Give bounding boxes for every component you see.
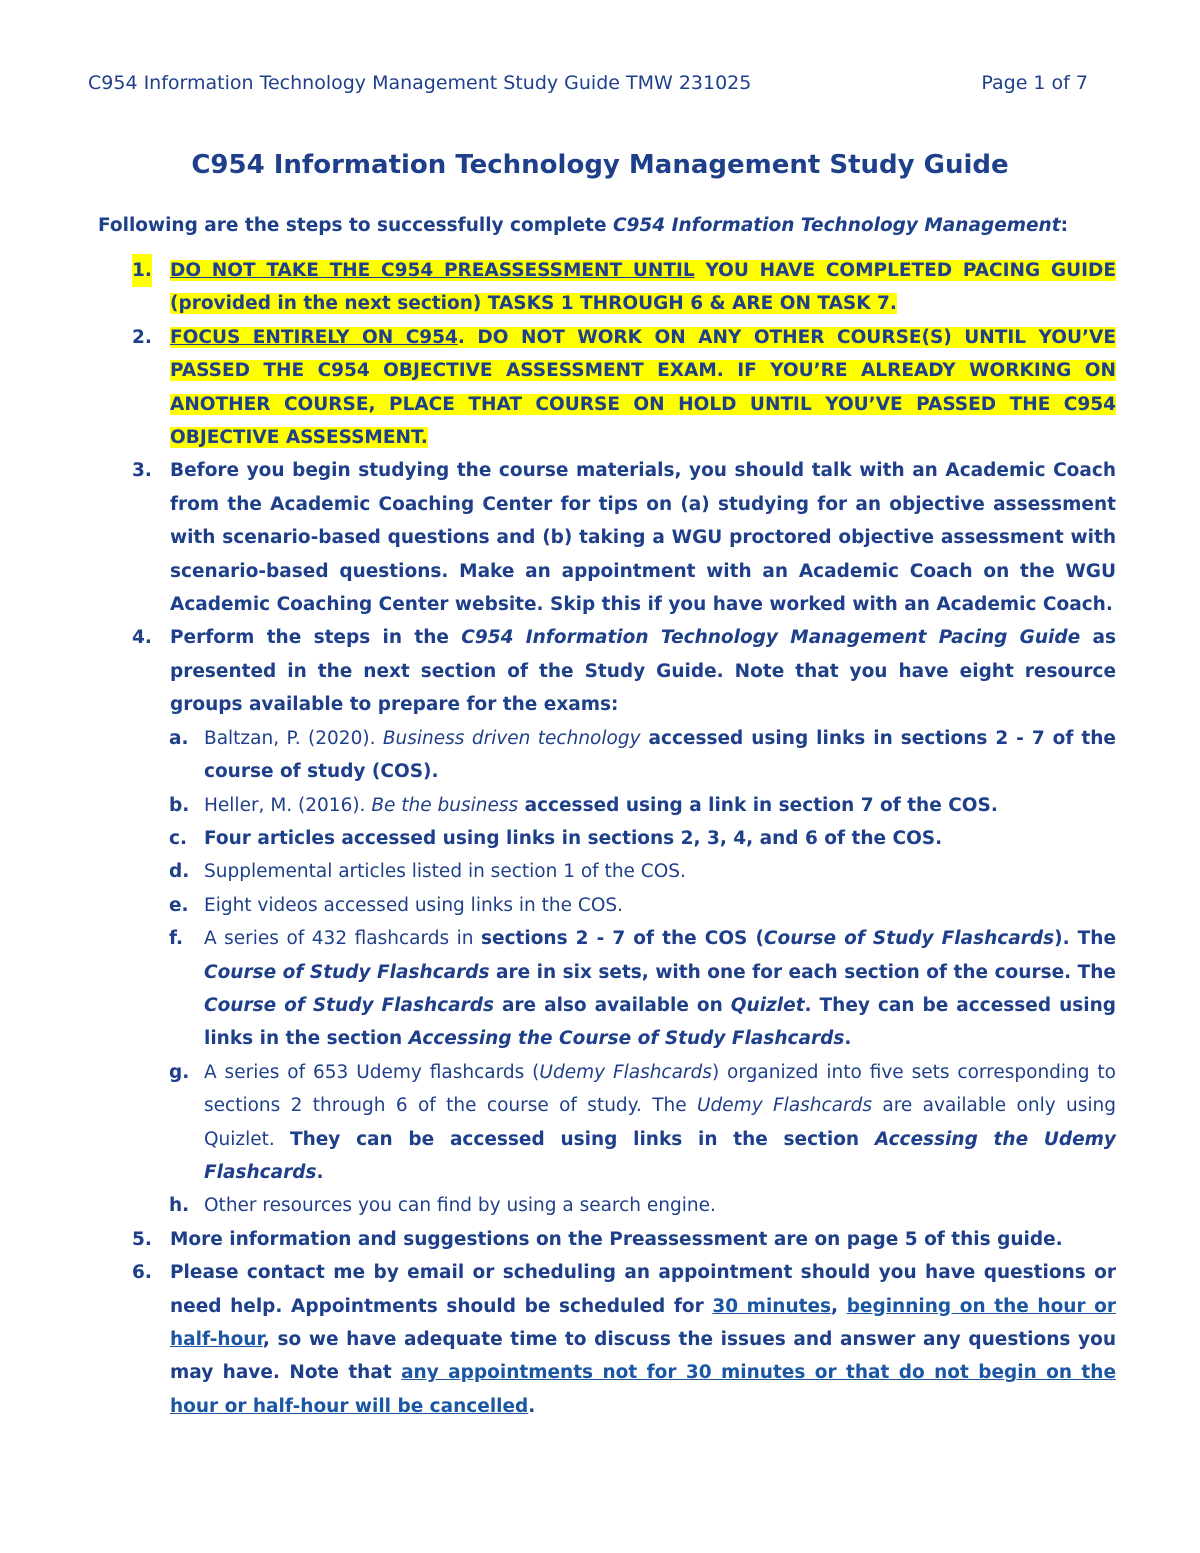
intro-paragraph [98, 215, 1068, 236]
resource-item-c: c. Four articles accessed using links in sections 2, 3, 4, and 6 of the COS. [169, 822, 1116, 855]
step-2 [0, 321, 1116, 455]
resource-item-e: e. Eight videos accessed using links in the COS. [169, 889, 1116, 922]
step-2-focus-text: . DO NOT WORK ON ANY OTHER COURSE(S) UNTIL YOU’VE PASSED THE C954 OBJECTIVE ASSESSMENT EXAM. IF YOU’RE ALREADY WORKING ON ANOTHER COURSE, PLACE THAT COURSE ON HOLD UNTIL YOU’VE PASSED THE C954 OBJECTIVE ASSESSMENT. [170, 326, 1116, 449]
step-3-text: Before you begin studying the course materials, you should talk with an Academic Coach from the Academic Coaching Center for tips on (a) studying for an objective assessment with scenario-based questions and (b) taking a WGU proctored objective assessment with scenario-based questions. Make an appointment with an Academic Coach on the WGU Academic Coaching Center website. Skip this if you have worked with an Academic Coach. [170, 460, 1116, 616]
step-4-text: Perform the steps in the [170, 627, 462, 649]
step-1-warning-text: YOU HAVE COMPLETED PACING GUIDE (provided in the next section) TASKS 1 THROUGH 6 & ARE ON TASK 7. [170, 260, 1116, 315]
step-number: 3. [132, 460, 152, 482]
appointment-start-emphasis: beginning on the hour or half-hour [170, 1295, 1117, 1350]
item-letter: b. [169, 794, 190, 816]
appointment-duration-emphasis: 30 minutes [712, 1295, 832, 1317]
step-number: 2. [132, 326, 152, 348]
running-header [88, 72, 1088, 94]
resource-item-d: d. Supplemental articles listed in section 1 of the COS. [169, 855, 1116, 888]
step-4-pacing-guide-title: C954 Information Technology Management Pacing Guide [461, 627, 1081, 649]
step-number: 4. [132, 627, 152, 649]
step-4 [0, 621, 1116, 1222]
step-2-focus-underlined: FOCUS ENTIRELY ON C954 [170, 326, 458, 348]
header-page-number: Page 1 of 7 [981, 72, 1088, 94]
header-document-title: C954 Information Technology Management Study Guide TMW 231025 [88, 72, 752, 94]
item-letter: f. [169, 928, 184, 950]
resource-item-h: h. Other resources you can find by using a search engine. [169, 1189, 1116, 1222]
item-letter: g. [169, 1061, 190, 1083]
section-reference: Accessing the Udemy Flashcards [204, 1128, 1116, 1183]
item-letter: d. [169, 861, 190, 883]
resource-groups-list [170, 722, 1116, 1223]
step-1 [0, 254, 1116, 321]
step-3 [0, 454, 1116, 621]
step-number: 6. [132, 1262, 152, 1284]
item-letter: e. [169, 894, 189, 916]
item-letter: c. [169, 827, 187, 849]
step-6: 6. Please contact me by email or scheduling an appointment should you have questions or need help. Appointments should be scheduled for 30 minutes, beginning on the hour or half-hour, so we have adequate time to discuss the issues and answer any questions you may have. Note that any appointments not for 30 minutes or that do not begin on the hour or half-hour will be cancelled. [0, 1256, 1116, 1423]
intro-course-name: C954 Information Technology Management [612, 215, 1061, 236]
intro-text: Following are the steps to successfully complete [98, 215, 613, 236]
book-title: Be the business [371, 794, 519, 816]
step-5 [0, 1223, 1116, 1256]
step-5-text: More information and suggestions on the Preassessment are on page 5 of this guide. [170, 1228, 1063, 1250]
section-reference: Accessing the Course of Study Flashcards [408, 1028, 845, 1050]
resource-item-f: f. A series of 432 flashcards in sections 2 - 7 of the COS (Course of Study Flashcards). The Course of Study Flashcards are in six sets, with one for each section of the course. The Course of Study Flashcards are also available on Quizlet. They can be accessed using links in the section Accessing the Course of Study Flashcards. [169, 922, 1116, 1056]
resource-item-b: b. Heller, M. (2016). Be the business accessed using a link in section 7 of the COS. [169, 789, 1116, 822]
item-letter: a. [169, 727, 189, 749]
step-4-text-end: as presented in the next section of the Study Guide. Note that you have eight resource groups available to prepare for the exams: [170, 627, 1116, 716]
book-title: Business driven technology [382, 727, 641, 749]
page-title: C954 Information Technology Management Study Guide [191, 150, 1009, 180]
intro-colon: : [1060, 215, 1068, 236]
cancellation-policy-emphasis: any appointments not for 30 minutes or that do not begin on the hour or half-hour will be cancelled [170, 1362, 1116, 1417]
steps-list [0, 254, 1200, 1423]
item-letter: h. [169, 1195, 190, 1217]
resource-item-g: g. A series of 653 Udemy flashcards (Udemy Flashcards) organized into five sets corresponding to sections 2 through 6 of the course of study. The Udemy Flashcards are available only using Quizlet. They can be accessed using links in the section Accessing the Udemy Flashcards. [169, 1056, 1116, 1190]
resource-item-a: a. Baltzan, P. (2020). Business driven technology accessed using links in sections 2 - 7 of the course of study (COS). [169, 722, 1116, 789]
step-number: 5. [132, 1228, 152, 1250]
step-number: 1. [132, 254, 152, 287]
step-1-warning-underlined: DO NOT TAKE THE C954 PREASSESSMENT UNTIL [170, 260, 695, 281]
